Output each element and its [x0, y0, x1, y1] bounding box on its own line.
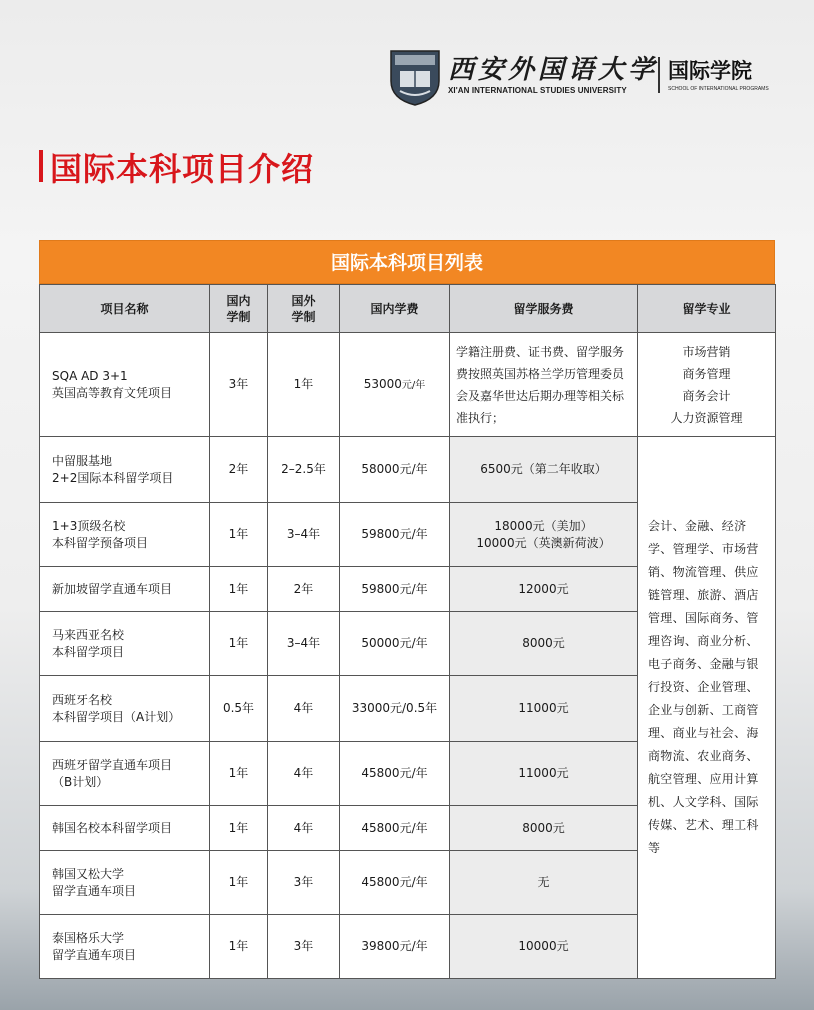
service-fee: 8000元	[450, 806, 638, 851]
abroad-term: 3年	[268, 915, 340, 979]
abroad-term: 2–2.5年	[268, 437, 340, 503]
header-name: 项目名称	[40, 285, 210, 333]
abroad-term: 3–4年	[268, 503, 340, 567]
tuition: 53000元/年	[340, 333, 450, 437]
table-row	[40, 437, 776, 503]
domestic-term: 3年	[210, 333, 268, 437]
program-table-grid	[39, 284, 776, 979]
abroad-term: 2年	[268, 567, 340, 612]
header-service-fee: 留学服务费	[450, 285, 638, 333]
service-fee: 8000元	[450, 612, 638, 676]
program-name: 西班牙留学直通车项目 （B计划）	[40, 742, 210, 806]
tuition: 45800元/年	[340, 742, 450, 806]
tuition: 39800元/年	[340, 915, 450, 979]
university-logo	[386, 47, 796, 109]
majors: 市场营销 商务管理 商务会计 人力资源管理	[638, 333, 776, 437]
service-fee: 10000元	[450, 915, 638, 979]
tuition: 45800元/年	[340, 806, 450, 851]
program-name: 中留服基地 2+2国际本科留学项目	[40, 437, 210, 503]
service-fee: 11000元	[450, 742, 638, 806]
program-name: 马来西亚名校 本科留学项目	[40, 612, 210, 676]
abroad-term: 3–4年	[268, 612, 340, 676]
table-header-row	[40, 285, 776, 333]
header-tuition: 国内学费	[340, 285, 450, 333]
domestic-term: 1年	[210, 503, 268, 567]
school-name-cn: 国际学院	[668, 59, 752, 83]
title-accent-bar	[39, 150, 43, 182]
table-title: 国际本科项目列表	[39, 240, 775, 284]
domestic-term: 1年	[210, 806, 268, 851]
abroad-term: 3年	[268, 851, 340, 915]
page-title: 国际本科项目介绍	[50, 150, 315, 188]
domestic-term: 1年	[210, 742, 268, 806]
program-name: 新加坡留学直通车项目	[40, 567, 210, 612]
domestic-term: 1年	[210, 915, 268, 979]
tuition: 59800元/年	[340, 567, 450, 612]
shared-majors: 会计、金融、经济学、管理学、市场营销、物流管理、供应链管理、旅游、酒店管理、国际商务、管理咨询、商业分析、电子商务、金融与银行投资、企业管理、企业与创新、工商管理、商业与社会、海商物流、农业商务、航空管理、应用计算机、人文学科、国际传媒、艺术、理工科等	[638, 437, 776, 979]
tuition: 50000元/年	[340, 612, 450, 676]
abroad-term: 4年	[268, 676, 340, 742]
service-fee: 学籍注册费、证书费、留学服务费按照英国苏格兰学历管理委员会及嘉华世达后期办理等相关标准执行；	[450, 333, 638, 437]
table-row	[40, 333, 776, 437]
domestic-term: 2年	[210, 437, 268, 503]
service-fee: 18000元（美加） 10000元（英澳新荷波）	[450, 503, 638, 567]
abroad-term: 4年	[268, 806, 340, 851]
program-name: 泰国格乐大学 留学直通车项目	[40, 915, 210, 979]
program-name: 1+3顶级名校 本科留学预备项目	[40, 503, 210, 567]
service-fee: 无	[450, 851, 638, 915]
header-abroad-term: 国外 学制	[268, 285, 340, 333]
tuition: 45800元/年	[340, 851, 450, 915]
domestic-term: 1年	[210, 567, 268, 612]
abroad-term: 1年	[268, 333, 340, 437]
program-name: 韩国又松大学 留学直通车项目	[40, 851, 210, 915]
tuition: 33000元/0.5年	[340, 676, 450, 742]
header-major: 留学专业	[638, 285, 776, 333]
domestic-term: 1年	[210, 612, 268, 676]
domestic-term: 1年	[210, 851, 268, 915]
service-fee: 6500元（第二年收取）	[450, 437, 638, 503]
program-table	[39, 240, 775, 979]
program-name: 西班牙名校 本科留学项目（A计划）	[40, 676, 210, 742]
university-name-cn: 西安外国语大学	[448, 55, 659, 85]
school-name-en: SCHOOL OF INTERNATIONAL PROGRAMS	[668, 86, 769, 92]
domestic-term: 0.5年	[210, 676, 268, 742]
service-fee: 11000元	[450, 676, 638, 742]
logo-divider	[658, 57, 660, 93]
tuition: 58000元/年	[340, 437, 450, 503]
university-name-en: XI'AN INTERNATIONAL STUDIES UNIVERSITY	[448, 86, 627, 95]
tuition: 59800元/年	[340, 503, 450, 567]
program-name: 韩国名校本科留学项目	[40, 806, 210, 851]
university-crest-icon	[386, 47, 444, 107]
header-domestic-term: 国内 学制	[210, 285, 268, 333]
program-name: SQA AD 3+1 英国高等教育文凭项目	[40, 333, 210, 437]
service-fee: 12000元	[450, 567, 638, 612]
abroad-term: 4年	[268, 742, 340, 806]
